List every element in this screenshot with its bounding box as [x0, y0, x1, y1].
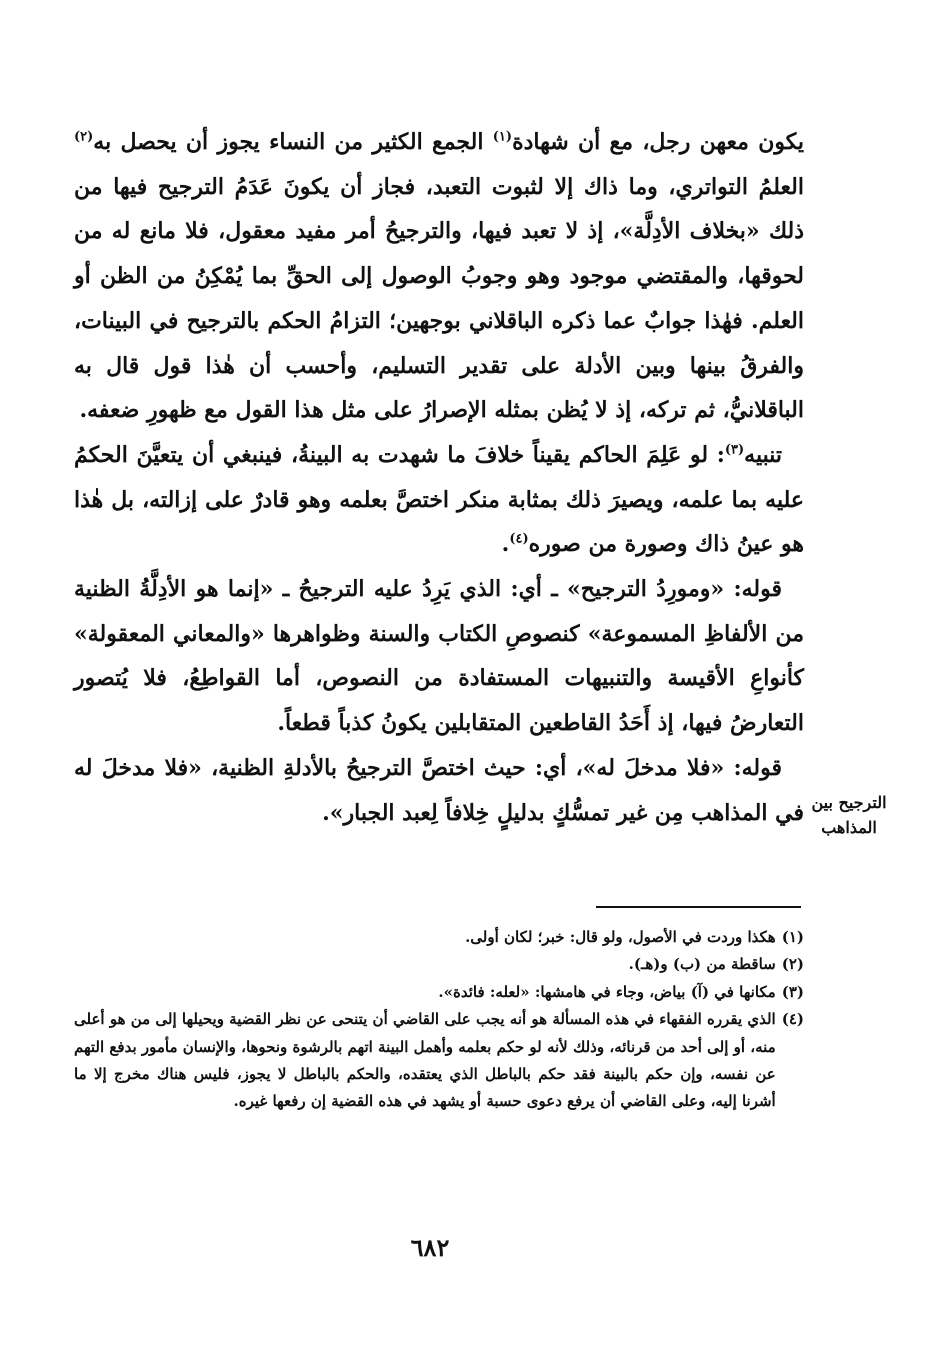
- footnote-3: [74, 979, 804, 1006]
- footnote-text: ساقطة من (ب) و(هـ).: [628, 955, 776, 974]
- footnote-divider: [596, 906, 801, 908]
- footnote-number: (٣): [781, 982, 804, 1001]
- footnote-ref-4[interactable]: (٤): [509, 532, 529, 547]
- main-text: [74, 120, 804, 835]
- footnote-ref-1[interactable]: (١): [492, 129, 513, 145]
- page-number: ٦٨٢: [410, 1233, 450, 1262]
- paragraph-2: تنبيه$^{(٣)}$: لو عَلِمَ الحاكم يقيناً خلافَ ما شهدت به البينةُ، فينبغي أن يتعيَّنَ الحكمُ عليه بما علمه، ويصيرَ ذلك بمثابة منكر اختصَّ بعلمه وهو قادرٌ على إزالته، بل هٰذا هو عينُ ذاك وصورة من صوره$^{(٤)}$.: [74, 441, 804, 558]
- footnote-4: [74, 1006, 804, 1116]
- paragraph-1: يكون معهن رجل، مع أن شهادة$^{(١)}$ الجمع الكثير من النساء يجوز أن يحصل به$^{(٢)}$ العلمُ التواتري، وما ذاك إلا لثبوت التعبد، فجاز أن يكونَ عَدَمُ الترجيح فيها من ذلك «بخلاف الأدِلَّة»، إذ لا تعبد فيها، والترجيحُ أمر مفيد معقول، فلا مانع له من لحوقها، والمقتضي موجود وهو وجوبُ الوصول إلى الحقِّ بما يُمْكِنُ من الظن أو العلم. فهٰذا جوابٌ عما ذكره الباقلاني بوجهين؛ التزامُ الحكم بالترجيح في البينات، والفرقُ بينها وبين الأدلة على تقدير التسليم، وأحسب أن هٰذا قول قال به الباقلانيُّ، ثم تركه، إذ لا يُظن بمثله الإصرارُ على مثل هذا القول مع ظهورِ ضعفه.: [74, 129, 804, 424]
- footnote-text: هكذا وردت في الأصول، ولو قال: خبر؛ لكان أولى.: [465, 928, 776, 946]
- footnote-text: الذي يقرره الفقهاء في هذه المسألة هو أنه يجب على القاضي أن يتنحى عن نظر القضية ويحيلها إلى من هو أعلى منه، أو إلى أحد من قرنائه، وذلك لأنه لو حكم بعلمه وأهمل البينة اتهم بالرشوة ونحوها، والإنسان مأمور بدفع التهم عن نفسه، وإن حكم بالبينة فقد حكم بالباطل الذي يعتقده، والحكم بالباطل لا يجوز، فليس هناك مخرج إلا ما أشرنا إليه، وعلى القاضي أن يرفع دعوى حسبة أو يشهد في هذه القضية إن رفعها غيره.: [74, 1010, 776, 1111]
- margin-note-line-2: المذاهب: [821, 818, 877, 837]
- footnote-ref-2[interactable]: (٢): [74, 129, 94, 145]
- footnote-number: (٢): [781, 955, 804, 974]
- paragraph-4: قوله: «فلا مدخلَ له»، أي: حيث اختصَّ الترجيحُ بالأدلةِ الظنية، «فلا مدخلَ له في المذاهب مِن غير تمسُّكٍ بدليلٍ خِلافاً لِعبد الجبار».: [74, 754, 804, 826]
- margin-note-line-1: الترجيح بين: [811, 793, 887, 812]
- footnote-1: [74, 924, 804, 951]
- footnote-number: (٤): [781, 1010, 804, 1029]
- footnotes: [74, 924, 804, 1116]
- paragraph-3: قوله: «ومورِدُ الترجيح» ـ أي: الذي يَرِدُ عليه الترجيحُ ـ «إنما هو الأدِلَّةُ الظنية من الألفاظِ المسموعة» كنصوصِ الكتاب والسنة وظواهرها «والمعاني المعقولة» كأنواعِ الأقيسة والتنبيهات المستفادة من النصوص، أما القواطِعُ، فلا يُتصور التعارضُ فيها، إذ أَحَدُ القاطعين المتقابلين يكونُ كذباً قطعاً.: [74, 576, 804, 737]
- footnote-text: مكانها في (آ) بياض، وجاء في هامشها: «لعله: فائدة».: [438, 982, 776, 1001]
- footnote-ref-3[interactable]: (٣): [724, 442, 745, 458]
- footnote-2: [74, 951, 804, 978]
- margin-note: [808, 790, 890, 840]
- footnote-number: (١): [781, 928, 804, 946]
